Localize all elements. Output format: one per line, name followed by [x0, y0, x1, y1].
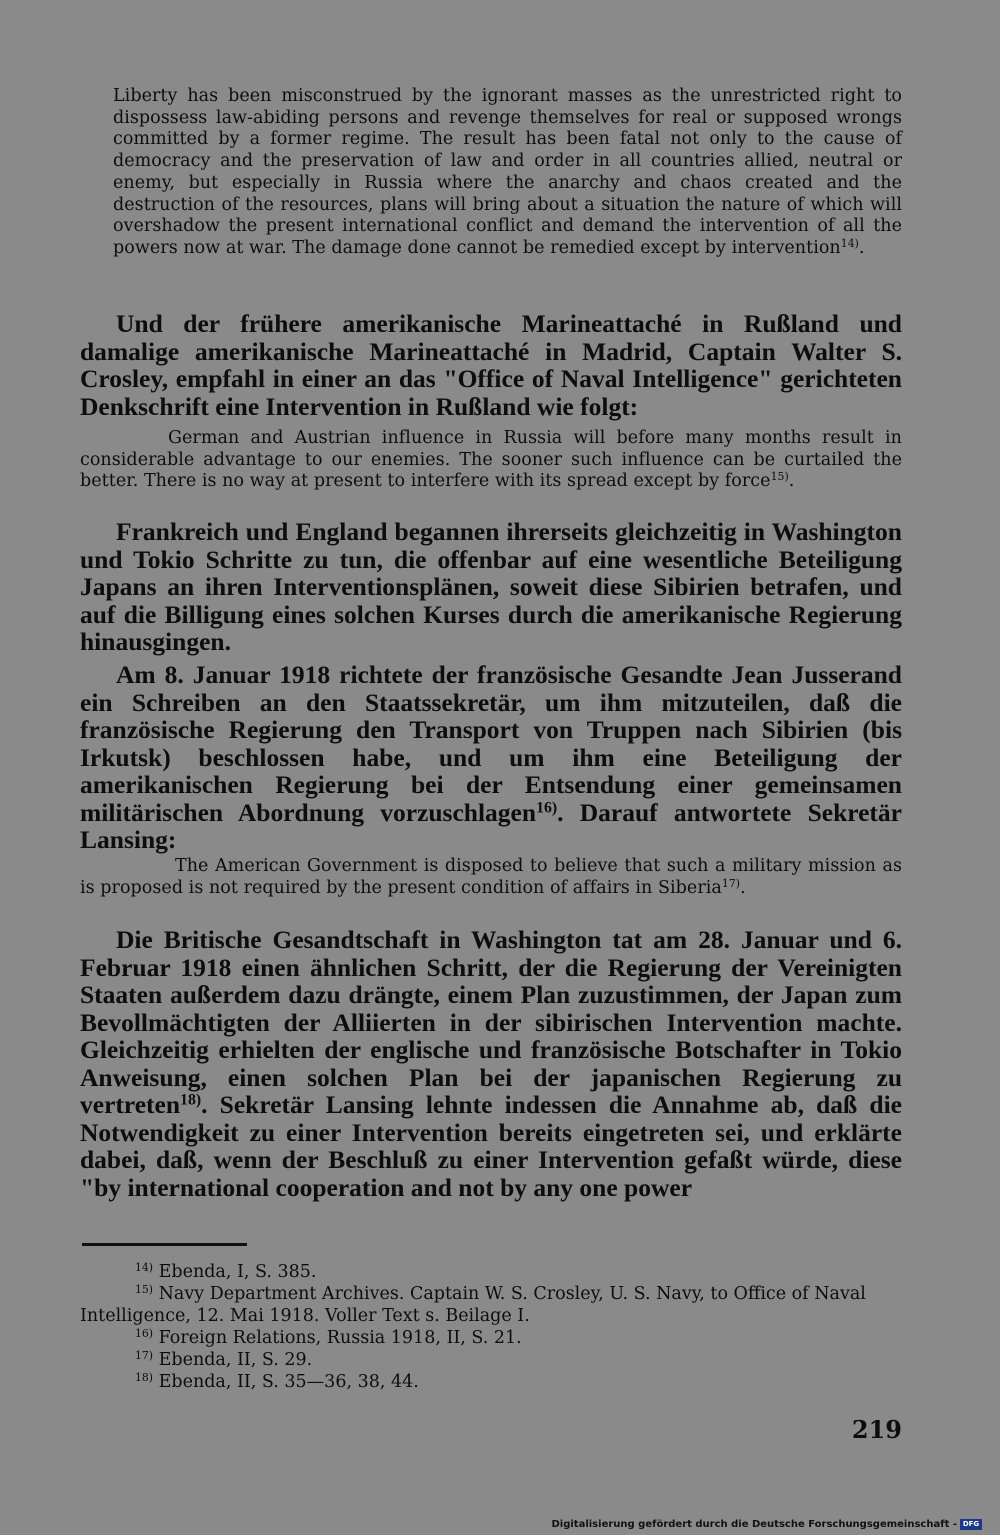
footnote-text: Ebenda, I, S. 385. — [158, 1262, 317, 1282]
page-number: 219 — [851, 1415, 902, 1444]
quote-liberty-text: Liberty has been misconstrued by the ignorant masses as the unrestricted right to dispossess law-abiding persons and revenge themselves for real or supposed wrongs committed by a former regime. The result has been fatal not only to the cause of democracy and the preservation of law and order in all countries allied, neutral or enemy, but especially in Russia where the anarchy and chaos created and the destruction of the resources, plans will bring about a situation the nature of which will overshadow the present international conflict and demand the intervention of all the powers now at war. The damage done cannot be remedied except by intervention — [113, 86, 902, 258]
para-jusserand-text: Am 8. Januar 1918 richtete der französische Gesandte Jean Jusserand ein Schreiben an den Staatssekretär, um ihm mitzuteilen, daß die französische Regierung den Transport von Truppen nach Sibirien (bis Irkutsk) beschlossen habe, und um ihm eine Beteiligung der amerikanischen Regierung bei der Entsendung einer gemeinsamen militärischen Abordnung vorzuschlagen — [80, 660, 902, 827]
footnote-18 — [80, 1371, 902, 1393]
footnote-15 — [80, 1283, 902, 1327]
footnote-mark: 17) — [135, 1349, 154, 1363]
footnote-ref-17: 17) — [721, 876, 741, 890]
dfg-logo-icon: DFG — [960, 1519, 982, 1530]
footnote-ref-14: 14) — [840, 236, 859, 250]
block-quote-german-influence: German and Austrian influence in Russia will before many months result in considerable advantage to our enemies. The sooner such influence can be curtailed the better. There is no way at present to interfere with its spread except by force$^{15)}$. — [80, 428, 902, 492]
footnote-mark: 15) — [135, 1283, 154, 1297]
footnote-text: Ebenda, II, S. 29. — [158, 1350, 313, 1370]
quote-american-text: The American Government is disposed to believe that such a military mission as is proposed is not required by the present condition of affairs in Siberia — [80, 856, 902, 898]
para-britische-text: Die Britische Gesandtschaft in Washington tat am 28. Januar und 6. Februar 1918 einen ähnlichen Schritt, der die Regierung der Vereinigten Staaten außerdem dazu drängte, einem Plan zuzustimmen, der Japan zum Bevollmächtigten der Alliierten in der sibirischen Intervention machte. Gleichzeitig erhielten der englische und französische Botschafter in Tokio Anweisung, einen solchen Plan bei der japanischen Regierung zu vertreten — [80, 925, 902, 1119]
para-jusserand-cont: . Darauf antwortete Sekretär Lansing: — [80, 797, 902, 854]
footnote-ref-15: 15) — [770, 470, 789, 484]
footnote-text: Ebenda, II, S. 35—36, 38, 44. — [158, 1372, 419, 1392]
digitization-credit — [551, 1519, 982, 1530]
credit-text: Digitalisierung gefördert durch die Deutsche Forschungsgemeinschaft - — [551, 1519, 957, 1530]
paragraph-britische-gesandtschaft — [80, 926, 902, 1201]
footnote-text: Navy Department Archives. Captain W. S. Crosley, U. S. Navy, to Office of Naval Intelligence, 12. Mai 1918. Voller Text s. Beilage I. — [80, 1284, 866, 1326]
footnotes — [80, 1261, 902, 1393]
paragraph-crosley: Und der frühere amerikanische Marineattaché in Rußland und damalige amerikanische Marineattaché in Madrid, Captain Walter S. Crosley, empfahl in einer an das "Office of Naval Intelligence" gerichteten Denkschrift eine Intervention in Rußland wie folgt: — [80, 309, 902, 421]
footnote-text: Foreign Relations, Russia 1918, II, S. 21. — [158, 1328, 522, 1348]
paragraph-jusserand — [80, 661, 902, 854]
footnote-16 — [80, 1327, 902, 1349]
footnote-mark: 16) — [135, 1327, 154, 1341]
footnote-14 — [80, 1261, 902, 1283]
paragraph-frankreich-england: Frankreich und England begannen ihrerseits gleichzeitig in Washington und Tokio Schritte zu tun, die offenbar auf eine wesentliche Beteiligung Japans an ihren Interventionsplänen, soweit diese Sibirien betrafen, und auf die Billigung eines solchen Kurses durch die amerikanische Regierung hinausgingen. — [80, 517, 902, 656]
footnote-divider — [82, 1243, 247, 1246]
footnote-mark: 14) — [135, 1261, 154, 1275]
block-quote-liberty: Liberty has been misconstrued by the ignorant masses as the unrestricted right to dispossess law-abiding persons and revenge themselves for real or supposed wrongs committed by a former regime. The result has been fatal not only to the cause of democracy and the preservation of law and order in all countries allied, neutral or enemy, but especially in Russia where the anarchy and chaos created and the destruction of the resources, plans will bring about a situation the nature of which will overshadow the present international conflict and demand the intervention of all the powers now at war. The damage done cannot be remedied except by intervention$^{14)}$. — [113, 86, 902, 258]
block-quote-american-government: The American Government is disposed to believe that such a military mission as is proposed is not required by the present condition of affairs in Siberia$^{17)}$. — [80, 856, 902, 898]
para-britische-cont: . Sekretär Lansing lehnte indessen die Annahme ab, daß die Notwendigkeit zu einer Intervention bereits eingetreten sei, und erklärte dabei, daß, wenn der Beschluß zu einer Intervention gefaßt würde, diese "by international cooperation and not by any one power — [80, 1090, 902, 1202]
quote-german-text: German and Austrian influence in Russia will before many months result in considerable advantage to our enemies. The sooner such influence can be curtailed the better. There is no way at present to interfere with its spread except by force — [80, 428, 902, 492]
footnote-ref-18: 18) — [180, 1091, 202, 1109]
footnote-ref-16: 16) — [536, 798, 558, 816]
footnote-17 — [80, 1349, 902, 1371]
footnote-mark: 18) — [135, 1371, 154, 1385]
